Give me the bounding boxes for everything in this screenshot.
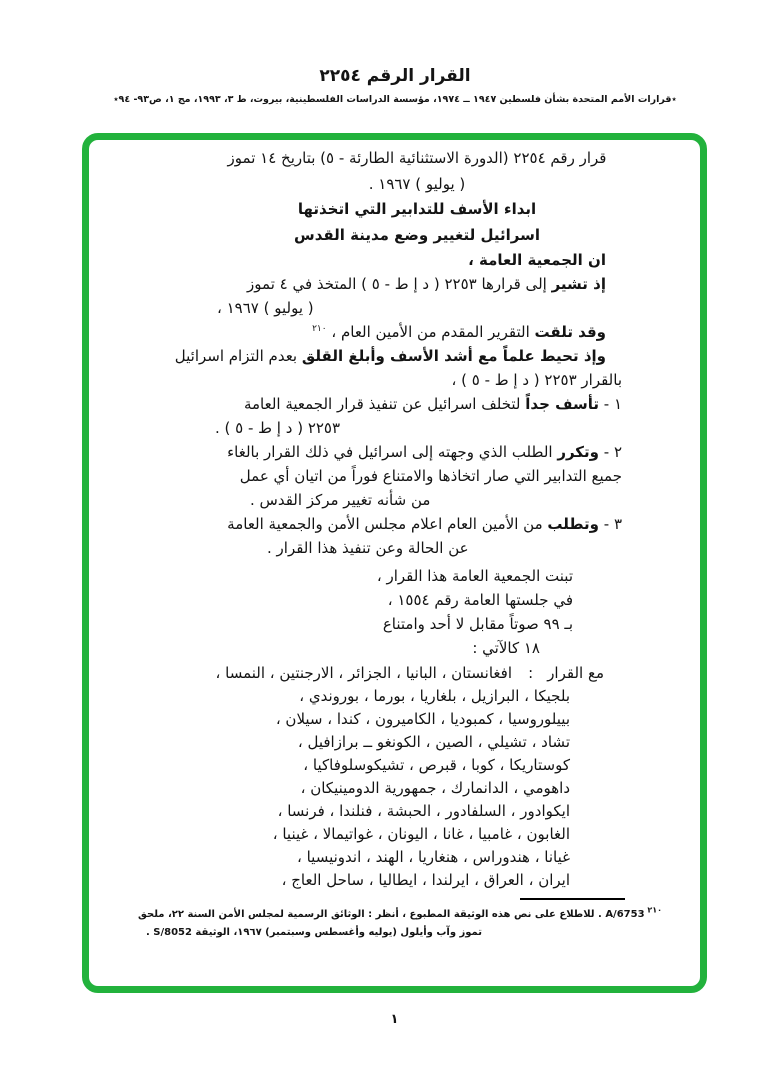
recital-2-lead: وقد تلقت [534, 323, 606, 341]
adoption-line-3: بـ ٩٩ صوتاً مقابل لا أحد وامتناع [382, 615, 573, 633]
recital-3-lead: وإذ تحيط علماً مع أشد الأسف وأبلغ القلق [301, 347, 606, 365]
footnote-line-1 [138, 905, 662, 924]
document-title: القرار الرقم ٢٢٥٤ [319, 66, 471, 86]
vote-countries-line: ايران ، العراق ، ايرلندا ، ايطاليا ، ساحل العاج ، [281, 871, 570, 889]
vote-with-label [528, 662, 604, 685]
vote-label-colon: : [528, 664, 534, 682]
recital-3-continuation: بالقرار ٢٢٥٣ ( د إ ط - ٥ ) ، [451, 371, 622, 389]
source-citation: ٭قرارات الأمم المتحدة بشأن فلسطين ١٩٤٧ ــ ١٩٧٤، مؤسسة الدراسات الفلسطينية، بيروت، ط ٣، ١٩٩٣، مج ١، ص٩٣- ٩٤٭ [113, 94, 677, 105]
item-3-continuation: عن الحالة وعن تنفيذ هذا القرار . [267, 539, 469, 557]
vote-countries-line: كوستاريكا ، كوبا ، قبرص ، تشيكوسلوفاكيا ، [303, 756, 570, 774]
item-2-continuation-1: جميع التدابير التي صار اتخاذها والامتناع فوراً من اتيان أي عمل [239, 467, 622, 485]
footnote-number: ٢١٠ [644, 905, 662, 915]
footnote-text: . للاطلاع على نص هذه الوثيقة المطبوع ، أنظر : الوثائق الرسمية لمجلس الأمن السنة ٢٢، ملحق [138, 909, 606, 920]
heading-line-4: اسرائيل لتغيير وضع مدينة القدس [294, 225, 540, 244]
recital-1-continuation: ( يوليو ) ١٩٦٧ ، [217, 299, 314, 317]
vote-record [212, 662, 622, 892]
heading-line-2: ( يوليو ) ١٩٦٧ . [368, 174, 466, 193]
adoption-note [212, 564, 573, 660]
recital-3-rest: بعدم التزام اسرائيل [174, 347, 302, 365]
preamble-opening: ان الجمعية العامة ، [468, 251, 606, 269]
recital-1-lead: إذ تشير [551, 275, 606, 293]
vote-countries-line: تشاد ، تشيلي ، الصين ، الكونغو ــ برازافيل ، [297, 733, 570, 751]
recital-3 [174, 344, 622, 368]
item-2-continuation-2: من شأنه تغيير مركز القدس . [250, 491, 431, 509]
adoption-line-2: في جلستها العامة رقم ١٥٥٤ ، [387, 591, 573, 609]
heading-line-3: ابداء الأسف للتدابير التي اتخذتها [297, 200, 537, 218]
footnote-document-symbol: A/6753 [605, 909, 645, 920]
vote-countries-line: داهومي ، الدانمارك ، جمهورية الدومينيكان ، [300, 779, 570, 797]
page-number: ١ [390, 1012, 399, 1027]
recital-2 [212, 320, 622, 344]
resolution-frame [82, 133, 707, 993]
operative-item-2 [212, 440, 622, 464]
item-2-number: ٢ - [598, 443, 622, 461]
page-header [82, 66, 708, 105]
item-1-rest: لتخلف اسرائيل عن تنفيذ قرار الجمعية العامة [243, 395, 526, 413]
vote-with-countries [212, 662, 570, 892]
item-1-lead: تأسف جداً [525, 395, 599, 413]
heading-line-1: قرار رقم ٢٢٥٤ (الدورة الاستثنائية الطارئة - ٥) بتاريخ ١٤ تموز [227, 149, 607, 167]
recital-1 [212, 272, 622, 296]
operative-item-3 [212, 512, 622, 536]
item-3-lead: وتطلب [547, 515, 599, 533]
footnote-line-2: تموز وآب وأيلول (يوليه وأغسطس وسبتمبر) ١٩٦٧، الوثيقة S/8052 . [145, 927, 482, 938]
vote-with-label-text: مع القرار [547, 664, 604, 682]
item-1-continuation: ٢٢٥٣ ( د إ ط - ٥ ) . [215, 419, 341, 437]
footnote-separator-rule [520, 898, 625, 900]
adoption-line-4: ١٨ كالآتي : [472, 639, 540, 657]
vote-countries-line: ايكوادور ، السلفادور ، الحبشة ، فنلندا ، فرنسا ، [277, 802, 570, 820]
item-2-rest: الطلب الذي وجهته إلى اسرائيل في ذلك القرار بالغاء [227, 443, 558, 461]
vote-countries-line: غيانا ، هندوراس ، هنغاريا ، الهند ، اندونيسيا ، [296, 848, 570, 866]
operative-item-1 [212, 392, 622, 416]
vote-countries-line: افغانستان ، البانيا ، الجزائر ، الارجنتين ، النمسا ، [215, 664, 512, 682]
vote-countries-line: الغابون ، غامبيا ، غانا ، اليونان ، غواتيمالا ، غينيا ، [272, 825, 570, 843]
item-2-lead: وتكرر [557, 443, 599, 461]
item-3-number: ٣ - [598, 515, 622, 533]
footnote-reference-marker: ٢١٠ [312, 324, 327, 334]
item-3-rest: من الأمين العام اعلام مجلس الأمن والجمعية العامة [227, 515, 548, 533]
recital-2-rest: التقرير المقدم من الأمين العام ، [326, 323, 535, 341]
adoption-line-1: تبنت الجمعية العامة هذا القرار ، [376, 567, 573, 585]
item-1-number: ١ - [598, 395, 622, 413]
vote-countries-line: بييلوروسيا ، كمبوديا ، الكاميرون ، كندا ، سيلان ، [275, 710, 570, 728]
recital-1-rest: إلى قرارها ٢٢٥٣ ( د إ ط - ٥ ) المتخذ في ٤ تموز [247, 275, 552, 293]
footnote-block [138, 898, 662, 942]
vote-countries-line: بلجيكا ، البرازيل ، بلغاريا ، بورما ، بوروندي ، [299, 687, 570, 705]
resolution-heading [212, 146, 622, 248]
